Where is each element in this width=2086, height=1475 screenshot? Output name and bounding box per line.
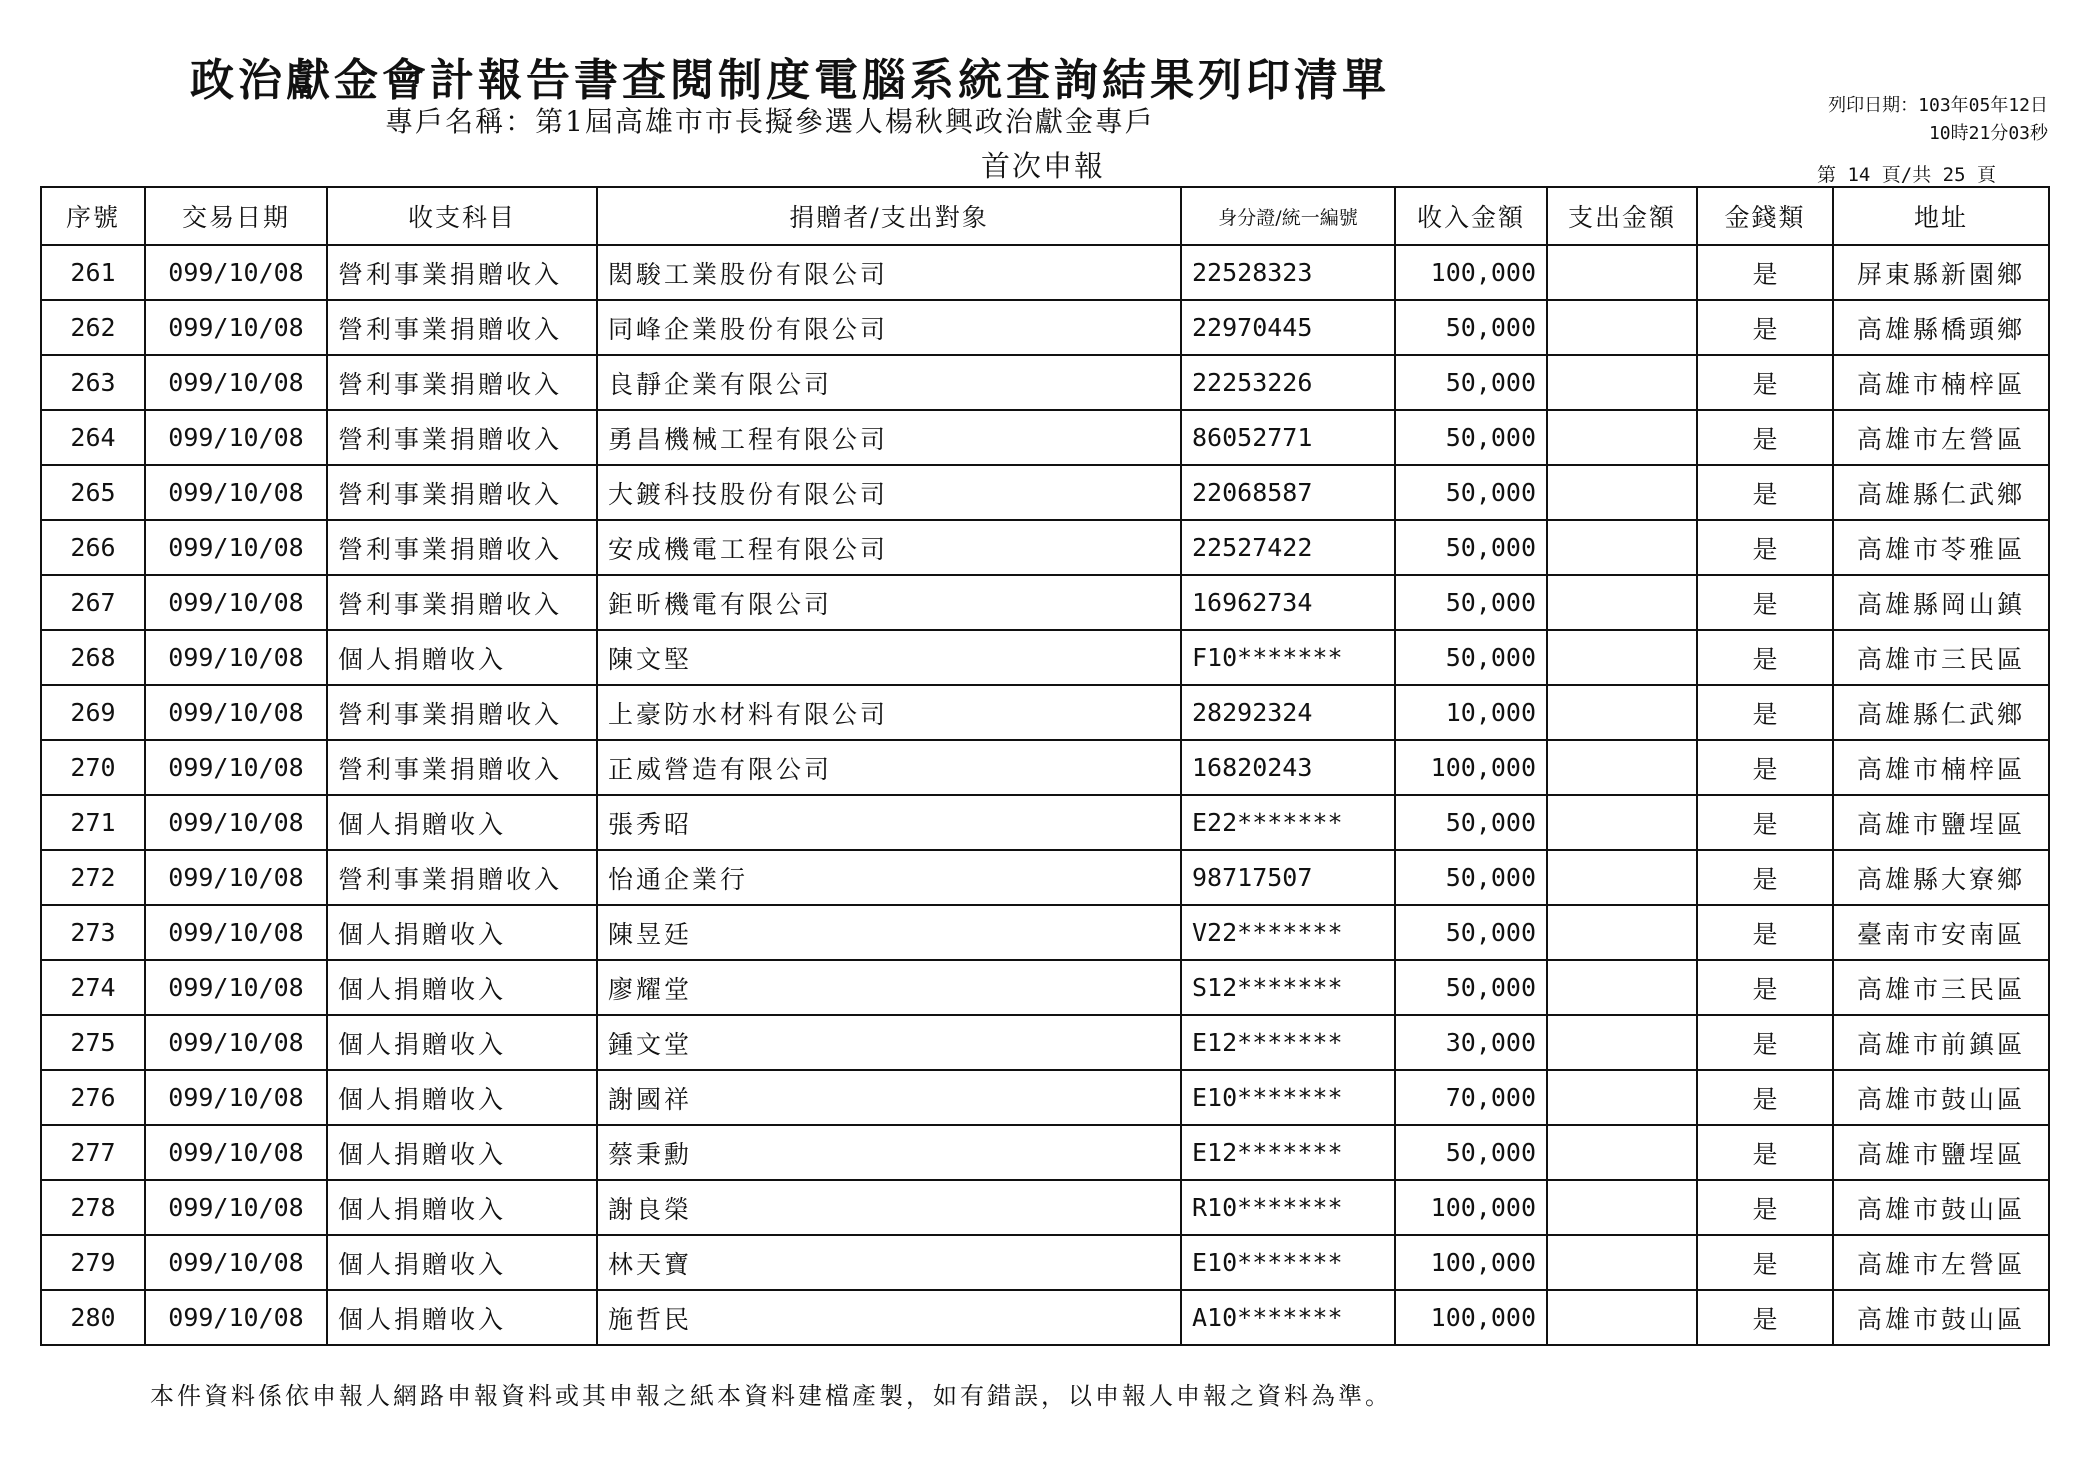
row-category: 個人捐贈收入 (327, 795, 597, 850)
row-income: 30,000 (1395, 1015, 1547, 1070)
row-category: 個人捐贈收入 (327, 1070, 597, 1125)
row-expense (1547, 630, 1697, 685)
row-address: 高雄市左營區 (1833, 1235, 2049, 1290)
table-row (41, 300, 2049, 355)
row-expense (1547, 465, 1697, 520)
table-row (41, 355, 2049, 410)
row-income: 50,000 (1395, 1125, 1547, 1180)
row-id: E10******* (1181, 1235, 1395, 1290)
row-income: 50,000 (1395, 300, 1547, 355)
row-date: 099/10/08 (145, 685, 327, 740)
row-address: 高雄市苓雅區 (1833, 520, 2049, 575)
table-row (41, 960, 2049, 1015)
row-party: 閎駿工業股份有限公司 (597, 245, 1181, 300)
print-date: 列印日期：103年05年12日 (1828, 95, 2048, 116)
row-category: 營利事業捐贈收入 (327, 575, 597, 630)
row-income: 50,000 (1395, 410, 1547, 465)
row-expense (1547, 1235, 1697, 1290)
row-money-type: 是 (1697, 245, 1833, 300)
row-income: 100,000 (1395, 740, 1547, 795)
row-money-type: 是 (1697, 850, 1833, 905)
row-expense (1547, 575, 1697, 630)
row-seq: 273 (41, 905, 145, 960)
row-money-type: 是 (1697, 520, 1833, 575)
table-row (41, 685, 2049, 740)
row-address: 高雄市鹽埕區 (1833, 1125, 2049, 1180)
row-party: 陳文堅 (597, 630, 1181, 685)
row-money-type: 是 (1697, 1235, 1833, 1290)
row-date: 099/10/08 (145, 575, 327, 630)
row-date: 099/10/08 (145, 410, 327, 465)
table-row (41, 1180, 2049, 1235)
row-expense (1547, 410, 1697, 465)
row-income: 70,000 (1395, 1070, 1547, 1125)
row-id: 16962734 (1181, 575, 1395, 630)
row-id: F10******* (1181, 630, 1395, 685)
row-address: 高雄市三民區 (1833, 960, 2049, 1015)
col-seq-header: 序號 (41, 187, 145, 245)
table-body (41, 245, 2049, 1345)
row-category: 個人捐贈收入 (327, 630, 597, 685)
row-seq: 264 (41, 410, 145, 465)
row-date: 099/10/08 (145, 905, 327, 960)
row-id: 22528323 (1181, 245, 1395, 300)
row-party: 鍾文堂 (597, 1015, 1181, 1070)
row-category: 個人捐贈收入 (327, 1290, 597, 1345)
row-seq: 261 (41, 245, 145, 300)
row-expense (1547, 1070, 1697, 1125)
row-money-type: 是 (1697, 740, 1833, 795)
row-date: 099/10/08 (145, 795, 327, 850)
row-address: 屏東縣新園鄉 (1833, 245, 2049, 300)
row-money-type: 是 (1697, 575, 1833, 630)
row-expense (1547, 1015, 1697, 1070)
row-category: 個人捐贈收入 (327, 905, 597, 960)
row-address: 高雄市前鎮區 (1833, 1015, 2049, 1070)
print-info (1828, 92, 2048, 148)
row-address: 高雄縣仁武鄉 (1833, 465, 2049, 520)
row-income: 50,000 (1395, 795, 1547, 850)
footer-note: 本件資料係依申報人網路申報資料或其申報之紙本資料建檔產製，如有錯誤，以申報人申報之資料為準。 (150, 1382, 1392, 1410)
row-category: 營利事業捐贈收入 (327, 300, 597, 355)
row-category: 營利事業捐贈收入 (327, 850, 597, 905)
row-seq: 266 (41, 520, 145, 575)
row-money-type: 是 (1697, 410, 1833, 465)
row-party: 大鍍科技股份有限公司 (597, 465, 1181, 520)
row-date: 099/10/08 (145, 355, 327, 410)
row-date: 099/10/08 (145, 1125, 327, 1180)
row-party: 蔡秉勳 (597, 1125, 1181, 1180)
row-address: 高雄市左營區 (1833, 410, 2049, 465)
row-seq: 270 (41, 740, 145, 795)
row-seq: 268 (41, 630, 145, 685)
col-expense-header: 支出金額 (1547, 187, 1697, 245)
donation-table (40, 186, 2050, 1346)
row-date: 099/10/08 (145, 630, 327, 685)
row-seq: 265 (41, 465, 145, 520)
row-date: 099/10/08 (145, 1180, 327, 1235)
row-income: 50,000 (1395, 905, 1547, 960)
row-category: 營利事業捐贈收入 (327, 410, 597, 465)
row-money-type: 是 (1697, 1015, 1833, 1070)
row-seq: 269 (41, 685, 145, 740)
row-category: 營利事業捐贈收入 (327, 465, 597, 520)
row-seq: 277 (41, 1125, 145, 1180)
row-money-type: 是 (1697, 300, 1833, 355)
table-row (41, 1290, 2049, 1345)
row-party: 廖耀堂 (597, 960, 1181, 1015)
row-category: 營利事業捐贈收入 (327, 520, 597, 575)
row-seq: 263 (41, 355, 145, 410)
row-expense (1547, 355, 1697, 410)
row-income: 100,000 (1395, 1235, 1547, 1290)
row-seq: 267 (41, 575, 145, 630)
row-money-type: 是 (1697, 1125, 1833, 1180)
table-row (41, 520, 2049, 575)
table-row (41, 1125, 2049, 1180)
row-address: 臺南市安南區 (1833, 905, 2049, 960)
row-id: R10******* (1181, 1180, 1395, 1235)
row-id: E22******* (1181, 795, 1395, 850)
row-id: 22970445 (1181, 300, 1395, 355)
report-title: 政治獻金會計報告書查閱制度電腦系統查詢結果列印清單 (190, 55, 1390, 106)
row-date: 099/10/08 (145, 1015, 327, 1070)
row-income: 50,000 (1395, 630, 1547, 685)
col-id-header: 身分證/統一編號 (1181, 187, 1395, 245)
row-address: 高雄市鹽埕區 (1833, 795, 2049, 850)
row-id: 16820243 (1181, 740, 1395, 795)
section-title: 首次申報 (980, 149, 1105, 183)
col-address-header: 地址 (1833, 187, 2049, 245)
col-party-header: 捐贈者/支出對象 (597, 187, 1181, 245)
row-date: 099/10/08 (145, 520, 327, 575)
table-row (41, 410, 2049, 465)
row-date: 099/10/08 (145, 740, 327, 795)
row-income: 50,000 (1395, 850, 1547, 905)
row-seq: 275 (41, 1015, 145, 1070)
row-expense (1547, 740, 1697, 795)
row-category: 個人捐贈收入 (327, 1015, 597, 1070)
table-row (41, 575, 2049, 630)
row-id: E10******* (1181, 1070, 1395, 1125)
row-address: 高雄市鼓山區 (1833, 1290, 2049, 1345)
row-id: A10******* (1181, 1290, 1395, 1345)
row-id: E12******* (1181, 1125, 1395, 1180)
row-expense (1547, 1290, 1697, 1345)
row-money-type: 是 (1697, 960, 1833, 1015)
row-expense (1547, 905, 1697, 960)
row-party: 謝國祥 (597, 1070, 1181, 1125)
row-seq: 278 (41, 1180, 145, 1235)
row-expense (1547, 245, 1697, 300)
table-row (41, 1015, 2049, 1070)
row-money-type: 是 (1697, 355, 1833, 410)
row-id: E12******* (1181, 1015, 1395, 1070)
row-seq: 276 (41, 1070, 145, 1125)
row-party: 上豪防水材料有限公司 (597, 685, 1181, 740)
row-expense (1547, 1180, 1697, 1235)
col-category-header: 收支科目 (327, 187, 597, 245)
row-party: 張秀昭 (597, 795, 1181, 850)
row-address: 高雄市楠梓區 (1833, 740, 2049, 795)
col-money-type-header: 金錢類 (1697, 187, 1833, 245)
row-date: 099/10/08 (145, 1290, 327, 1345)
table-row (41, 1070, 2049, 1125)
row-income: 10,000 (1395, 685, 1547, 740)
row-party: 安成機電工程有限公司 (597, 520, 1181, 575)
row-address: 高雄縣仁武鄉 (1833, 685, 2049, 740)
row-category: 個人捐贈收入 (327, 960, 597, 1015)
row-money-type: 是 (1697, 905, 1833, 960)
row-money-type: 是 (1697, 1070, 1833, 1125)
row-address: 高雄縣橋頭鄉 (1833, 300, 2049, 355)
row-category: 營利事業捐贈收入 (327, 740, 597, 795)
table-row (41, 795, 2049, 850)
row-party: 鉅昕機電有限公司 (597, 575, 1181, 630)
row-income: 100,000 (1395, 1290, 1547, 1345)
row-party: 良靜企業有限公司 (597, 355, 1181, 410)
row-money-type: 是 (1697, 1180, 1833, 1235)
row-party: 林天寶 (597, 1235, 1181, 1290)
row-expense (1547, 520, 1697, 575)
row-id: 98717507 (1181, 850, 1395, 905)
table-row (41, 740, 2049, 795)
row-date: 099/10/08 (145, 1235, 327, 1290)
row-income: 50,000 (1395, 520, 1547, 575)
table-row (41, 630, 2049, 685)
row-address: 高雄市鼓山區 (1833, 1070, 2049, 1125)
row-money-type: 是 (1697, 465, 1833, 520)
row-category: 營利事業捐贈收入 (327, 245, 597, 300)
col-income-header: 收入金額 (1395, 187, 1547, 245)
row-id: 22253226 (1181, 355, 1395, 410)
col-date-header: 交易日期 (145, 187, 327, 245)
row-income: 50,000 (1395, 355, 1547, 410)
row-income: 100,000 (1395, 245, 1547, 300)
row-date: 099/10/08 (145, 300, 327, 355)
print-time: 10時21分03秒 (1928, 123, 2048, 144)
row-money-type: 是 (1697, 1290, 1833, 1345)
table-row (41, 465, 2049, 520)
row-party: 謝良榮 (597, 1180, 1181, 1235)
row-party: 同峰企業股份有限公司 (597, 300, 1181, 355)
row-seq: 262 (41, 300, 145, 355)
row-category: 營利事業捐贈收入 (327, 355, 597, 410)
row-date: 099/10/08 (145, 245, 327, 300)
row-seq: 279 (41, 1235, 145, 1290)
row-party: 施哲民 (597, 1290, 1181, 1345)
page-indicator: 第 14 頁/共 25 頁 (1817, 164, 1996, 186)
row-income: 100,000 (1395, 1180, 1547, 1235)
row-category: 個人捐贈收入 (327, 1235, 597, 1290)
row-expense (1547, 850, 1697, 905)
row-id: V22******* (1181, 905, 1395, 960)
row-date: 099/10/08 (145, 960, 327, 1015)
row-income: 50,000 (1395, 960, 1547, 1015)
row-date: 099/10/08 (145, 850, 327, 905)
row-id: 22068587 (1181, 465, 1395, 520)
row-party: 正威營造有限公司 (597, 740, 1181, 795)
row-expense (1547, 960, 1697, 1015)
row-id: S12******* (1181, 960, 1395, 1015)
row-category: 個人捐贈收入 (327, 1180, 597, 1235)
row-expense (1547, 300, 1697, 355)
row-date: 099/10/08 (145, 1070, 327, 1125)
row-address: 高雄縣大寮鄉 (1833, 850, 2049, 905)
row-money-type: 是 (1697, 795, 1833, 850)
row-party: 怡通企業行 (597, 850, 1181, 905)
row-id: 22527422 (1181, 520, 1395, 575)
row-seq: 280 (41, 1290, 145, 1345)
row-date: 099/10/08 (145, 465, 327, 520)
row-seq: 272 (41, 850, 145, 905)
row-category: 個人捐贈收入 (327, 1125, 597, 1180)
row-id: 28292324 (1181, 685, 1395, 740)
row-expense (1547, 795, 1697, 850)
row-address: 高雄市楠梓區 (1833, 355, 2049, 410)
table-row (41, 245, 2049, 300)
row-address: 高雄市鼓山區 (1833, 1180, 2049, 1235)
row-id: 86052771 (1181, 410, 1395, 465)
row-address: 高雄市三民區 (1833, 630, 2049, 685)
row-seq: 274 (41, 960, 145, 1015)
row-expense (1547, 685, 1697, 740)
row-money-type: 是 (1697, 685, 1833, 740)
table-row (41, 850, 2049, 905)
row-income: 50,000 (1395, 575, 1547, 630)
account-name: 專戶名稱：第1屆高雄市市長擬參選人楊秋興政治獻金專戶 (385, 105, 1155, 138)
row-category: 營利事業捐贈收入 (327, 685, 597, 740)
row-expense (1547, 1125, 1697, 1180)
table-row (41, 1235, 2049, 1290)
table-row (41, 905, 2049, 960)
table-header-row (41, 187, 2049, 245)
row-party: 陳昱廷 (597, 905, 1181, 960)
row-address: 高雄縣岡山鎮 (1833, 575, 2049, 630)
row-income: 50,000 (1395, 465, 1547, 520)
row-seq: 271 (41, 795, 145, 850)
row-money-type: 是 (1697, 630, 1833, 685)
row-party: 勇昌機械工程有限公司 (597, 410, 1181, 465)
